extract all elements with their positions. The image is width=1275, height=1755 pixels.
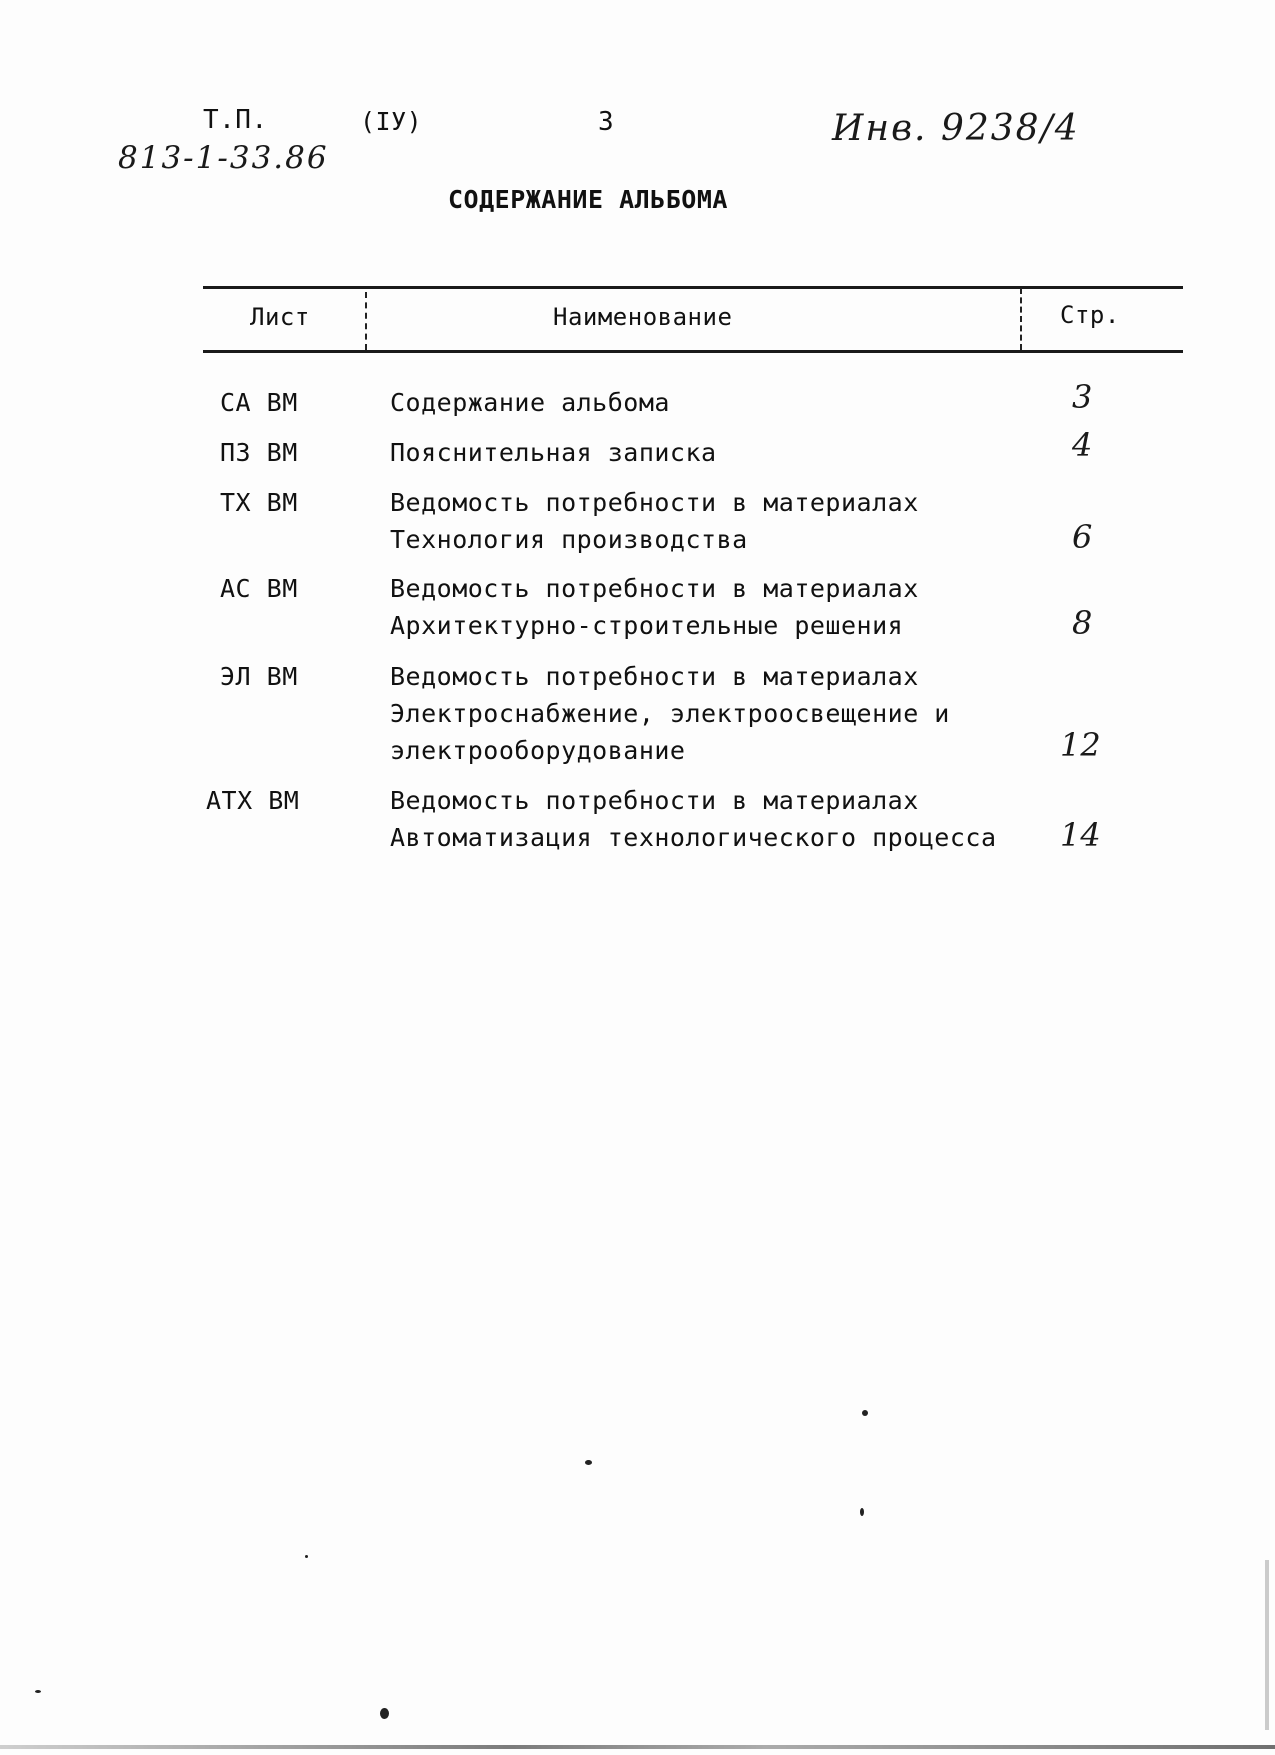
document-title: СОДЕРЖАНИЕ АЛЬБОМА	[448, 185, 728, 214]
column-separator	[1020, 288, 1024, 350]
row-title-line: Ведомость потребности в материалах	[390, 662, 919, 691]
scan-edge	[0, 1745, 1275, 1749]
row-page-number: 4	[1072, 426, 1093, 464]
row-sheet-code: ЭЛ ВМ	[220, 662, 298, 691]
column-header-name: Наименование	[553, 303, 733, 331]
table-header-rule	[203, 350, 1183, 353]
scan-speck	[35, 1690, 41, 1693]
column-header-sheet: Лист	[250, 303, 310, 331]
row-sheet-code: АС ВМ	[220, 574, 298, 603]
inventory-number-handwritten: Инв. 9238/4	[832, 108, 1080, 149]
row-sheet-code: ТХ ВМ	[220, 488, 298, 517]
row-page-number: 6	[1072, 518, 1093, 556]
scan-speck	[860, 1508, 864, 1516]
row-title-line: Автоматизация технологического процесса	[390, 823, 997, 852]
row-title-line: Архитектурно-строительные решения	[390, 611, 904, 640]
scan-speck	[380, 1708, 389, 1719]
row-title-line: Ведомость потребности в материалах	[390, 488, 919, 517]
scan-speck	[862, 1410, 868, 1416]
row-title-line: Содержание альбома	[390, 388, 670, 417]
scan-speck	[585, 1460, 592, 1465]
row-title-line: Электроснабжение, электроосвещение и	[390, 699, 950, 728]
row-title-line: Пояснительная записка	[390, 438, 717, 467]
row-title-line: Ведомость потребности в материалах	[390, 786, 919, 815]
column-header-page: Стр.	[1060, 301, 1120, 329]
row-sheet-code: ПЗ ВМ	[220, 438, 298, 467]
row-title-line: электрооборудование	[390, 736, 686, 765]
row-sheet-code: СА ВМ	[220, 388, 298, 417]
row-page-number: 3	[1072, 378, 1093, 416]
column-separator	[365, 292, 369, 350]
row-sheet-code: АТХ ВМ	[206, 786, 300, 815]
row-page-number: 14	[1060, 816, 1101, 854]
row-title-line: Технология производства	[390, 525, 748, 554]
row-title-line: Ведомость потребности в материалах	[390, 574, 919, 603]
row-page-number: 8	[1072, 604, 1093, 642]
issue-number: (IУ)	[360, 107, 423, 136]
scan-edge	[1265, 1560, 1269, 1730]
page-number: 3	[598, 107, 615, 137]
tp-label: Т.П.	[203, 105, 268, 135]
scan-speck	[305, 1555, 308, 1558]
table-top-rule	[203, 286, 1183, 289]
row-page-number: 12	[1060, 726, 1101, 764]
tp-number-handwritten: 813-1-33.86	[118, 140, 329, 176]
